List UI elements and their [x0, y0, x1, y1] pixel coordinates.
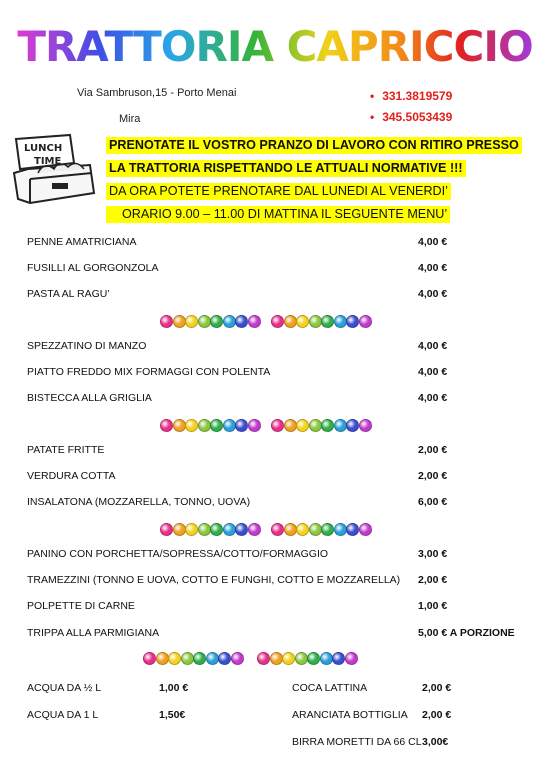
decorative-dot — [270, 652, 283, 665]
decorative-dot — [206, 652, 219, 665]
decorative-dot — [284, 523, 297, 536]
decorative-dot — [223, 315, 236, 328]
dots-divider — [160, 315, 260, 329]
menu-item-price: 1,00 € — [418, 600, 448, 612]
decorative-dot — [198, 419, 211, 432]
menu-item-name: FUSILLI AL GORGONZOLA — [27, 262, 159, 274]
decorative-dot — [231, 652, 244, 665]
drink-item-price: 3,00€ — [422, 736, 449, 748]
decorative-dot — [296, 419, 309, 432]
drink-item-name: ARANCIATA BOTTIGLIA — [292, 709, 408, 721]
decorative-dot — [185, 315, 198, 328]
dots-divider — [271, 523, 371, 537]
decorative-dot — [210, 419, 223, 432]
menu-item-price: 2,00 € — [418, 574, 448, 586]
dots-divider — [257, 652, 357, 666]
menu-item-name: POLPETTE DI CARNE — [27, 600, 135, 612]
menu-item-name: TRAMEZZINI (TONNO E UOVA, COTTO E FUNGHI, COTTO E MOZZARELLA) — [27, 574, 401, 586]
decorative-dot — [321, 419, 334, 432]
decorative-dot — [173, 315, 186, 328]
menu-item-price: 4,00 € — [418, 288, 448, 300]
menu-item-price: 4,00 € — [418, 392, 448, 404]
address-city: Mira — [119, 113, 141, 125]
decorative-dot — [185, 419, 198, 432]
drink-item-name: ACQUA DA ½ L — [27, 682, 102, 694]
decorative-dot — [334, 315, 347, 328]
menu-item-name: PASTA AL RAGU’ — [27, 288, 110, 300]
decorative-dot — [248, 523, 261, 536]
decorative-dot — [309, 419, 322, 432]
decorative-dot — [345, 652, 358, 665]
menu-item-price: 2,00 € — [418, 444, 448, 456]
menu-item-price: 4,00 € — [418, 366, 448, 378]
decorative-dot — [346, 523, 359, 536]
phone-number[interactable]: • 331.3819579 — [370, 89, 452, 103]
lunch-box-icon — [8, 133, 100, 211]
decorative-dot — [271, 419, 284, 432]
notice-line: PRENOTATE IL VOSTRO PRANZO DI LAVORO CON RITIRO PRESSO — [106, 137, 522, 154]
drink-item-price: 1,50€ — [159, 709, 186, 721]
drink-item-price: 2,00 € — [422, 709, 452, 721]
decorative-dot — [156, 652, 169, 665]
decorative-dot — [334, 523, 347, 536]
menu-item-name: PATATE FRITTE — [27, 444, 105, 456]
decorative-dot — [321, 523, 334, 536]
decorative-dot — [248, 419, 261, 432]
menu-item-price: 4,00 € — [418, 236, 448, 248]
menu-item-price: 5,00 € A PORZIONE — [418, 627, 515, 639]
address-street: Via Sambruson,15 - Porto Menai — [77, 87, 237, 99]
decorative-dot — [271, 523, 284, 536]
decorative-dot — [346, 315, 359, 328]
decorative-dot — [193, 652, 206, 665]
menu-item-name: PANINO CON PORCHETTA/SOPRESSA/COTTO/FORMAGGIO — [27, 548, 329, 560]
drink-item-name: COCA LATTINA — [292, 682, 368, 694]
drink-item-price: 1,00 € — [159, 682, 189, 694]
decorative-dot — [235, 419, 248, 432]
decorative-dot — [282, 652, 295, 665]
decorative-dot — [321, 315, 334, 328]
decorative-dot — [173, 419, 186, 432]
decorative-dot — [160, 523, 173, 536]
decorative-dot — [210, 523, 223, 536]
menu-item-name: PIATTO FREDDO MIX FORMAGGI CON POLENTA — [27, 366, 271, 378]
menu-item-price: 4,00 € — [418, 340, 448, 352]
menu-item-price: 6,00 € — [418, 496, 448, 508]
decorative-dot — [346, 419, 359, 432]
decorative-dot — [296, 315, 309, 328]
decorative-dot — [359, 315, 372, 328]
decorative-dot — [332, 652, 345, 665]
decorative-dot — [334, 419, 347, 432]
decorative-dot — [223, 419, 236, 432]
decorative-dot — [235, 523, 248, 536]
decorative-dot — [223, 523, 236, 536]
dots-divider — [271, 315, 371, 329]
decorative-dot — [160, 419, 173, 432]
decorative-dot — [185, 523, 198, 536]
decorative-dot — [309, 523, 322, 536]
decorative-dot — [218, 652, 231, 665]
notice-line: DA ORA POTETE PRENOTARE DAL LUNEDI AL VENERDI’ — [106, 183, 451, 200]
decorative-dot — [173, 523, 186, 536]
decorative-dot — [198, 315, 211, 328]
menu-item-price: 3,00 € — [418, 548, 448, 560]
notice-line: LA TRATTORIA RISPETTANDO LE ATTUALI NORMATIVE !!! — [106, 160, 466, 177]
decorative-dot — [359, 419, 372, 432]
decorative-dot — [309, 315, 322, 328]
dots-divider — [160, 419, 260, 433]
decorative-dot — [257, 652, 270, 665]
decorative-dot — [235, 315, 248, 328]
drink-item-name: BIRRA MORETTI DA 66 CL — [292, 736, 422, 748]
dots-divider — [143, 652, 243, 666]
lunch-box-drawing — [8, 133, 100, 211]
decorative-dot — [168, 652, 181, 665]
menu-item-name: INSALATONA (MOZZARELLA, TONNO, UOVA) — [27, 496, 251, 508]
decorative-dot — [160, 315, 173, 328]
decorative-dot — [296, 523, 309, 536]
decorative-dot — [143, 652, 156, 665]
decorative-dot — [295, 652, 308, 665]
menu-item-name: BISTECCA ALLA GRIGLIA — [27, 392, 152, 404]
decorative-dot — [248, 315, 261, 328]
restaurant-title-text: TRATTORIA CAPRICCIO — [17, 22, 533, 71]
lunch-label-bottom: TIME — [34, 156, 62, 167]
decorative-dot — [307, 652, 320, 665]
dots-divider — [271, 419, 371, 433]
decorative-dot — [271, 315, 284, 328]
drink-item-price: 2,00 € — [422, 682, 452, 694]
drink-item-name: ACQUA DA 1 L — [27, 709, 99, 721]
dots-divider — [160, 523, 260, 537]
menu-item-name: VERDURA COTTA — [27, 470, 116, 482]
menu-item-name: PENNE AMATRICIANA — [27, 236, 137, 248]
lunch-label-top: LUNCH — [24, 143, 63, 154]
decorative-dot — [284, 315, 297, 328]
menu-item-name: SPEZZATINO DI MANZO — [27, 340, 147, 352]
decorative-dot — [210, 315, 223, 328]
phone-number[interactable]: • 345.5053439 — [370, 110, 452, 124]
notice-line: ORARIO 9.00 – 11.00 DI MATTINA IL SEGUENTE MENU’ — [106, 206, 450, 223]
decorative-dot — [284, 419, 297, 432]
menu-item-price: 4,00 € — [418, 262, 448, 274]
restaurant-title — [0, 22, 550, 78]
decorative-dot — [320, 652, 333, 665]
menu-item-name: TRIPPA ALLA PARMIGIANA — [27, 627, 160, 639]
decorative-dot — [359, 523, 372, 536]
decorative-dot — [181, 652, 194, 665]
menu-item-price: 2,00 € — [418, 470, 448, 482]
decorative-dot — [198, 523, 211, 536]
